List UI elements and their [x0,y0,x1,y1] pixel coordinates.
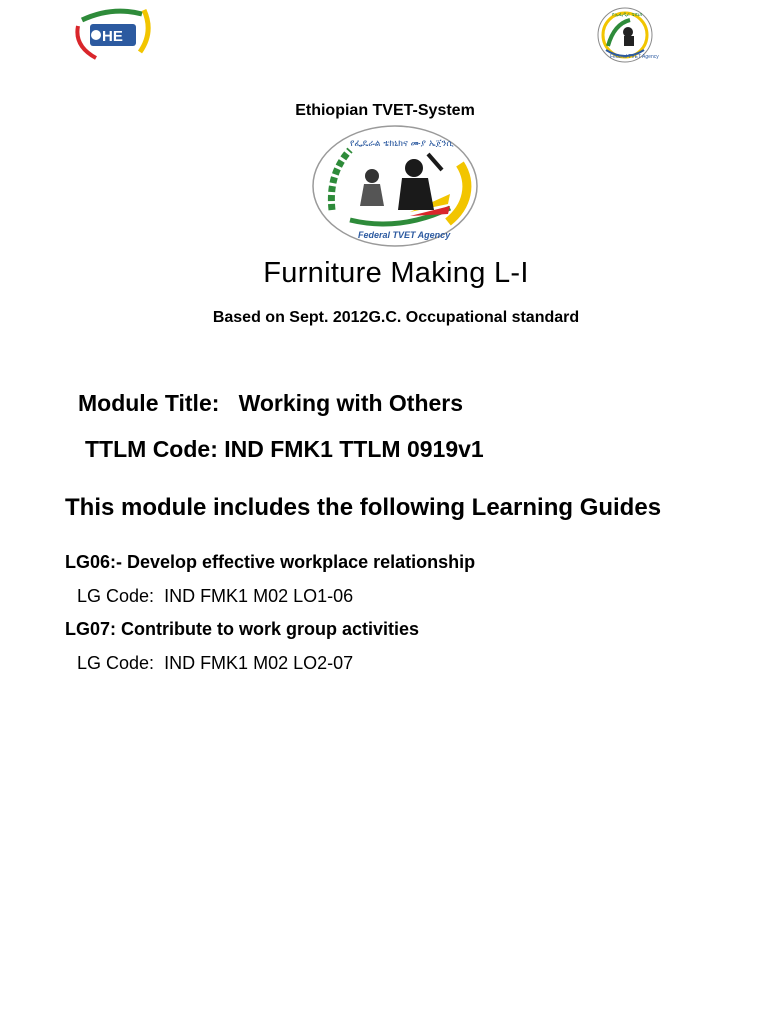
learning-guide-code [77,586,353,607]
lg-code-label: LG Code: [77,653,155,673]
document-title: Furniture Making L-I [263,257,529,289]
agency-logo-small [584,6,666,64]
ttlm-code-value: IND FMK1 TTLM 0919v1 [224,436,484,462]
ttlm-code-label: TTLM Code: [85,436,218,462]
module-title-row [78,390,463,417]
learning-guide-title: LG06:- Develop effective workplace relationship [65,552,476,572]
agency-logo-small-script: የኢፌዲሪ ቴክኒክ [612,12,643,18]
lg-code-value: IND FMK1 M02 LO2-07 [164,653,354,673]
document-subtitle: Based on Sept. 2012G.C. Occupational standard [212,309,580,326]
system-title: Ethiopian TVET-System [295,102,475,119]
learning-guide-code [77,653,353,674]
module-title-value: Working with Others [238,390,464,416]
ttlm-code-row [85,436,484,463]
emblem-top-text: የፌዴራል ቴክኒክና ሙያ ኤጀንሲ [350,139,454,149]
learning-guide-title: LG07: Contribute to work group activities [65,619,420,639]
lg-code-value: IND FMK1 M02 LO1-06 [164,586,354,606]
ministry-logo [72,6,154,62]
federal-tvet-emblem [310,124,480,248]
agency-logo-small-caption: Federal TVET Agency [610,54,659,60]
module-title-label: Module Title: [78,390,220,416]
emblem-bottom-text: Federal TVET Agency [358,230,451,240]
ministry-logo-text: HE [102,28,123,45]
lg-code-label: LG Code: [77,586,155,606]
learning-guides-heading: This module includes the following Learning Guides [65,494,662,521]
